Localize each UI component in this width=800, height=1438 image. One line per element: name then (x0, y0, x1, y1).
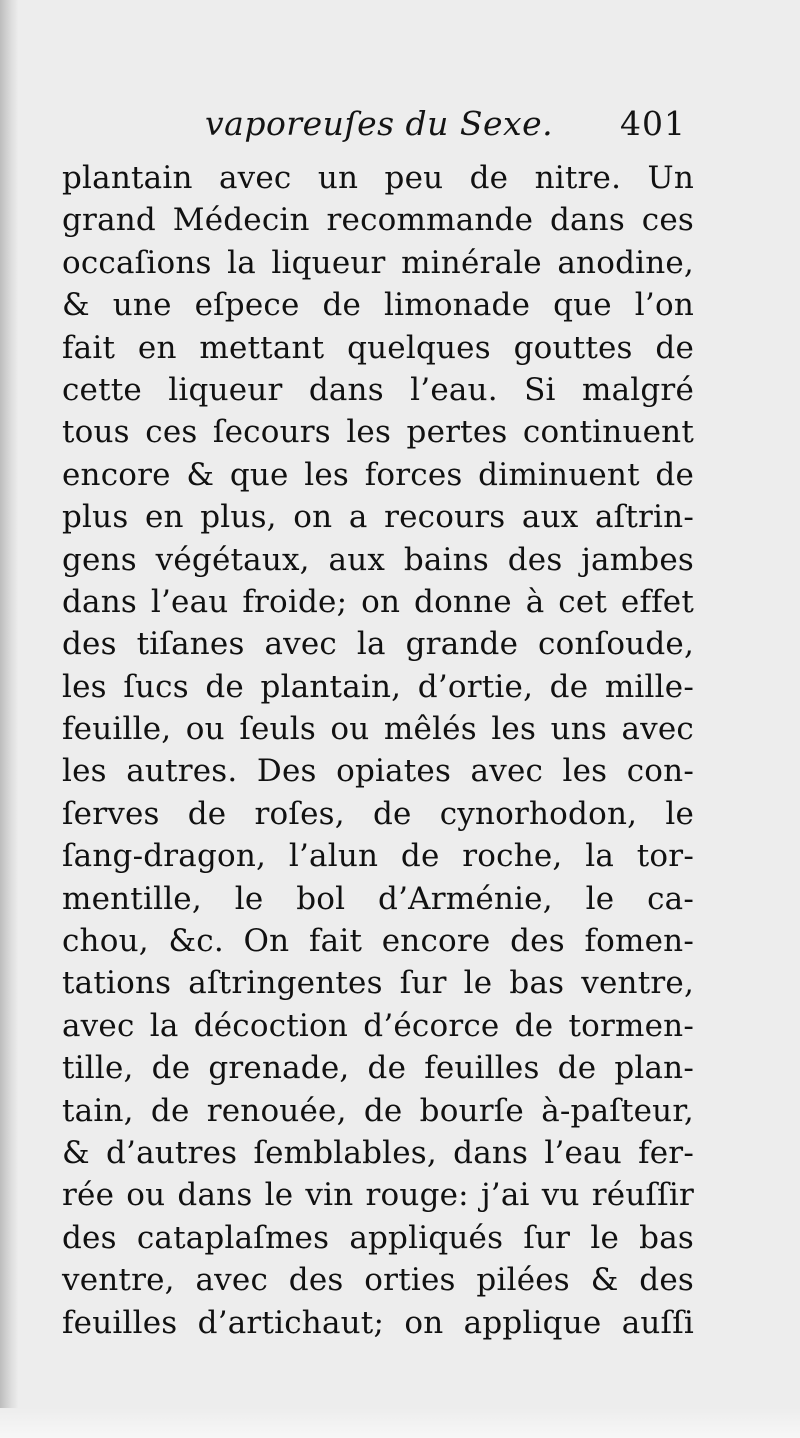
text-line: rée ou dans le vin rouge: j’ai vu réuſſir (62, 1177, 694, 1214)
body-text (62, 157, 694, 1344)
text-line: & une eſpece de limonade que l’on (62, 287, 694, 324)
text-line: les autres. Des opiates avec les con- (62, 753, 694, 790)
text-line: des tiſanes avec la grande conſoude, (62, 626, 694, 663)
text-line: ſerves de roſes, de cynorhodon, le (62, 795, 694, 832)
page-number: 401 (620, 104, 686, 143)
text-line: & d’autres ſemblables, dans l’eau fer- (62, 1134, 694, 1171)
text-line: ſang-dragon, l’alun de roche, la tor- (62, 838, 694, 875)
text-line: gens végétaux, aux bains des jambes (62, 541, 694, 578)
text-line: avec la décoction d’écorce de tormen- (62, 1007, 694, 1044)
page-header (0, 104, 800, 154)
text-line: tain, de renouée, de bourſe à-paſteur, (62, 1092, 694, 1129)
text-line: encore & que les forces diminuent de (62, 456, 694, 493)
text-line: occaſions la liqueur minérale anodine, (62, 244, 694, 281)
text-line: tous ces ſecours les pertes continuent (62, 414, 694, 451)
page-bottom-edge (0, 1408, 800, 1438)
text-line: ventre, avec des orties pilées & des (62, 1262, 694, 1299)
text-line: fait en mettant quelques gouttes de (62, 329, 694, 366)
text-line: les ſucs de plantain, d’ortie, de mille- (62, 668, 694, 705)
text-line: tille, de grenade, de feuilles de plan- (62, 1050, 694, 1087)
running-head: vaporeuſes du Sexe. (205, 104, 554, 143)
text-line: plus en plus, on a recours aux aſtrin- (62, 499, 694, 536)
text-line: feuille, ou ſeuls ou mêlés les uns avec (62, 711, 694, 748)
text-line: grand Médecin recommande dans ces (62, 202, 694, 239)
text-line: feuilles d’artichaut; on applique auſſi (62, 1304, 694, 1341)
text-line: des cataplaſmes appliqués ſur le bas (62, 1219, 694, 1256)
text-line: dans l’eau froide; on donne à cet effet (62, 583, 694, 620)
page-spine-shadow (0, 0, 18, 1438)
text-line: plantain avec un peu de nitre. Un (62, 160, 694, 196)
text-line: tations aſtringentes ſur le bas ventre, (62, 965, 694, 1002)
text-line: cette liqueur dans l’eau. Si malgré (62, 371, 694, 408)
text-line: mentille, le bol d’Arménie, le ca- (62, 880, 694, 917)
text-line: chou, &c. On fait encore des fomen- (62, 923, 694, 960)
